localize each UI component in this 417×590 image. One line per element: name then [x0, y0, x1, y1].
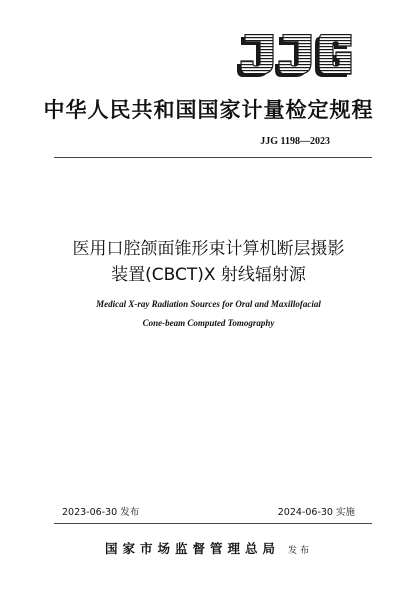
issuer-line — [0, 539, 417, 557]
chinese-title-line-2: 装置(CBCT)X 射线辐射源 — [111, 265, 306, 285]
issuer-name: 国家市场监督管理总局 — [104, 541, 280, 556]
regulation-category-title: 中华人民共和国国家计量检定规程 — [43, 97, 374, 122]
english-title-line-2: Cone-beam Computed Tomography — [142, 318, 275, 328]
issuer-action: 发布 — [287, 546, 312, 556]
publish-date: 2023-06-30 发布 — [62, 507, 140, 518]
english-title-line-1: Medical X-ray Radiation Sources for Oral and Maxillofacial — [96, 299, 321, 309]
jjg-logo — [235, 34, 355, 80]
footer-divider — [54, 523, 372, 524]
jjg-logo-graphic — [235, 34, 355, 80]
regulation-code: JJG 1198—2023 — [260, 136, 330, 147]
effective-date: 2024-06-30 实施 — [277, 507, 355, 518]
header-divider — [54, 157, 372, 158]
chinese-title-line-1: 医用口腔颌面锥形束计算机断层摄影 — [72, 239, 345, 259]
